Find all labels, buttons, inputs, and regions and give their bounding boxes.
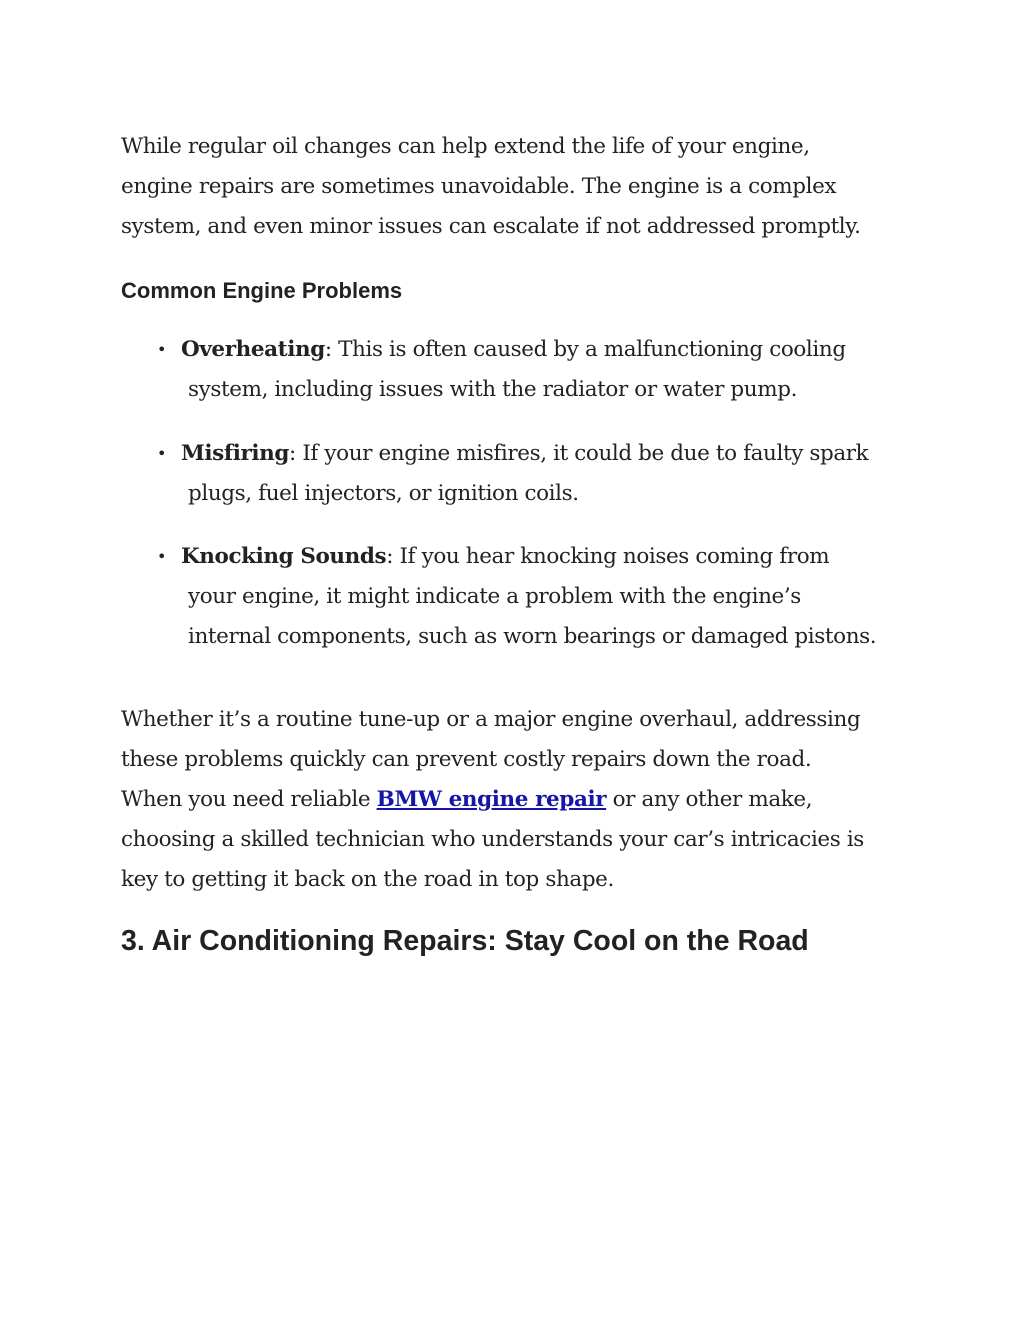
closing-paragraph [121, 700, 864, 900]
text-fragment: When you need reliable [121, 787, 377, 812]
text-line: system, including issues with the radiator or water pump. [188, 377, 798, 402]
text-line: key to getting it back on the road in top shape. [121, 867, 614, 892]
problem-term: Knocking Sounds [181, 544, 387, 569]
list-item-misfiring [157, 434, 869, 514]
list-item-overheating [157, 330, 846, 410]
text-line: these problems quickly can prevent costly repairs down the road. [121, 747, 812, 772]
bullet-icon: • [157, 444, 167, 463]
text-line: While regular oil changes can help extend the life of your engine, [121, 134, 810, 159]
bmw-engine-repair-link[interactable]: BMW engine repair [376, 787, 607, 812]
text-line: Whether it’s a routine tune-up or a major engine overhaul, addressing [121, 707, 861, 732]
bullet-icon: • [157, 547, 167, 566]
text-line: your engine, it might indicate a problem with the engine’s [188, 584, 801, 609]
text-line: choosing a skilled technician who understands your car’s intricacies is [121, 827, 864, 852]
text-line: system, and even minor issues can escalate if not addressed promptly. [121, 214, 861, 239]
intro-paragraph [121, 127, 861, 247]
text-line: internal components, such as worn bearings or damaged pistons. [188, 624, 877, 649]
text-line: plugs, fuel injectors, or ignition coils. [188, 481, 579, 506]
list-item-knocking [157, 537, 877, 657]
bullet-icon: • [157, 340, 167, 359]
problem-desc: : If your engine misfires, it could be due to faulty spark [289, 441, 869, 466]
problem-term: Misfiring [181, 441, 290, 466]
section-heading: Common Engine Problems [121, 278, 403, 303]
problem-desc: : If you hear knocking noises coming from [386, 544, 830, 569]
text-line: engine repairs are sometimes unavoidable. The engine is a complex [121, 174, 837, 199]
next-section-heading: 3. Air Conditioning Repairs: Stay Cool on the Road [121, 925, 809, 957]
problem-term: Overheating [181, 337, 325, 362]
problem-desc: : This is often caused by a malfunctioning cooling [324, 337, 846, 362]
text-fragment: or any other make, [606, 787, 813, 812]
